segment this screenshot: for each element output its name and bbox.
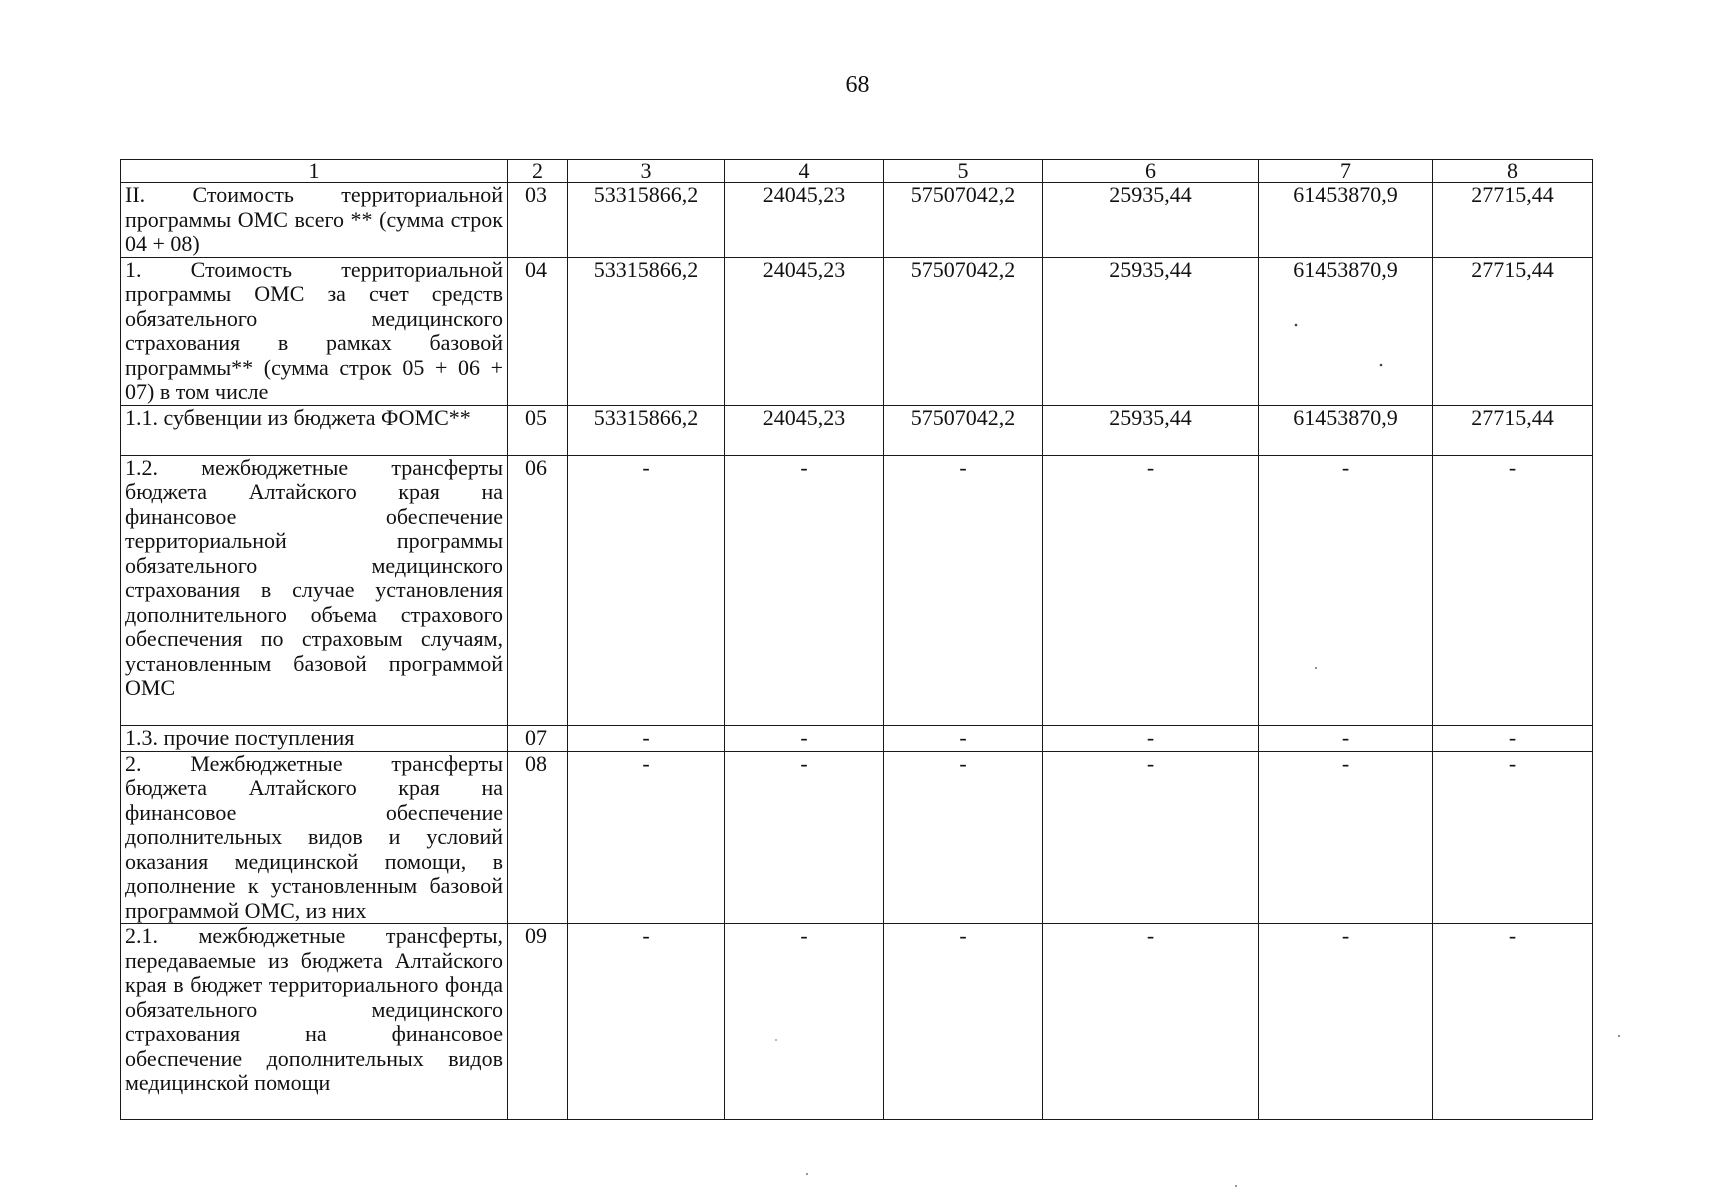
value-cell: 27715,44: [1433, 257, 1593, 405]
value-cell: 53315866,2: [568, 257, 725, 405]
value-cell: 24045,23: [725, 183, 884, 258]
column-header: 6: [1043, 160, 1259, 183]
value-cell: -: [1433, 455, 1593, 725]
table-row: [121, 725, 1593, 751]
row-code: 05: [508, 405, 568, 455]
value-cell: -: [884, 924, 1043, 1120]
value-cell: -: [1043, 924, 1259, 1120]
column-header: 5: [884, 160, 1043, 183]
value-cell: -: [1259, 751, 1433, 924]
value-cell: -: [725, 455, 884, 725]
table-row: [121, 183, 1593, 258]
row-name: 1.3. прочие поступления: [121, 725, 508, 751]
value-cell: -: [1259, 455, 1433, 725]
row-code: 08: [508, 751, 568, 924]
value-cell: -: [568, 455, 725, 725]
row-code: 03: [508, 183, 568, 258]
financial-table: [120, 159, 1593, 1120]
row-name: 1.2. межбюджетные трансферты бюджета Алтайского края на финансовое обеспечение территориальной программы обязательного медицинского страхования в случае установления дополнительного объема страхового обеспечения по страховым случаям, установленным базовой программой ОМС: [121, 455, 508, 725]
value-cell: 57507042,2: [884, 257, 1043, 405]
value-cell: -: [1043, 751, 1259, 924]
scan-speck: [1235, 1185, 1237, 1187]
value-cell: -: [1259, 924, 1433, 1120]
page-number: 68: [845, 72, 870, 98]
scan-speck: [1618, 1035, 1620, 1037]
row-name: 1. Стоимость территориальной программы ОМС за счет средств обязательного медицинского страхования в рамках базовой программы** (сумма строк 05 + 06 + 07) в том числе: [121, 257, 508, 405]
value-cell: 25935,44: [1043, 257, 1259, 405]
value-cell: -: [884, 725, 1043, 751]
value-cell: -: [1433, 725, 1593, 751]
value-cell: 57507042,2: [884, 405, 1043, 455]
column-header: 1: [121, 160, 508, 183]
value-cell: -: [1433, 924, 1593, 1120]
value-cell: -: [1043, 725, 1259, 751]
value-cell: -: [1259, 725, 1433, 751]
table-row: [121, 751, 1593, 924]
value-cell: 24045,23: [725, 405, 884, 455]
value-cell: -: [568, 924, 725, 1120]
value-cell: 24045,23: [725, 257, 884, 405]
row-name: 2.1. межбюджетные трансферты, передаваемые из бюджета Алтайского края в бюджет территориального фонда обязательного медицинского страхования на финансовое обеспечение дополнительных видов медицинской помощи: [121, 924, 508, 1120]
value-cell: 27715,44: [1433, 183, 1593, 258]
scan-speck: [806, 1173, 808, 1175]
value-cell: -: [884, 751, 1043, 924]
value-cell: -: [725, 751, 884, 924]
table-row: [121, 257, 1593, 405]
column-header: 3: [568, 160, 725, 183]
value-cell: 61453870,9: [1259, 405, 1433, 455]
value-cell: 53315866,2: [568, 183, 725, 258]
value-cell: -: [725, 725, 884, 751]
column-header: 7: [1259, 160, 1433, 183]
row-name: 1.1. субвенции из бюджета ФОМС**: [121, 405, 508, 455]
value-cell: 53315866,2: [568, 405, 725, 455]
value-cell: 57507042,2: [884, 183, 1043, 258]
row-code: 09: [508, 924, 568, 1120]
column-header: 4: [725, 160, 884, 183]
value-cell: 25935,44: [1043, 405, 1259, 455]
value-cell: 25935,44: [1043, 183, 1259, 258]
value-cell: 61453870,9: [1259, 257, 1433, 405]
value-cell: -: [1433, 751, 1593, 924]
value-cell: 27715,44: [1433, 405, 1593, 455]
value-cell: -: [884, 455, 1043, 725]
value-cell: -: [725, 924, 884, 1120]
row-name: 2. Межбюджетные трансферты бюджета Алтайского края на финансовое обеспечение дополнительных видов и условий оказания медицинской помощи, в дополнение к установленным базовой программой ОМС, из них: [121, 751, 508, 924]
column-header: 8: [1433, 160, 1593, 183]
column-number-row: [121, 160, 1593, 183]
row-code: 04: [508, 257, 568, 405]
row-code: 07: [508, 725, 568, 751]
table-row: [121, 405, 1593, 455]
value-cell: 61453870,9: [1259, 183, 1433, 258]
column-header: 2: [508, 160, 568, 183]
value-cell: -: [1043, 455, 1259, 725]
row-code: 06: [508, 455, 568, 725]
value-cell: -: [568, 751, 725, 924]
table-row: [121, 924, 1593, 1120]
value-cell: -: [568, 725, 725, 751]
table-row: [121, 455, 1593, 725]
row-name: II. Стоимость территориальной программы ОМС всего ** (сумма строк 04 + 08): [121, 183, 508, 258]
